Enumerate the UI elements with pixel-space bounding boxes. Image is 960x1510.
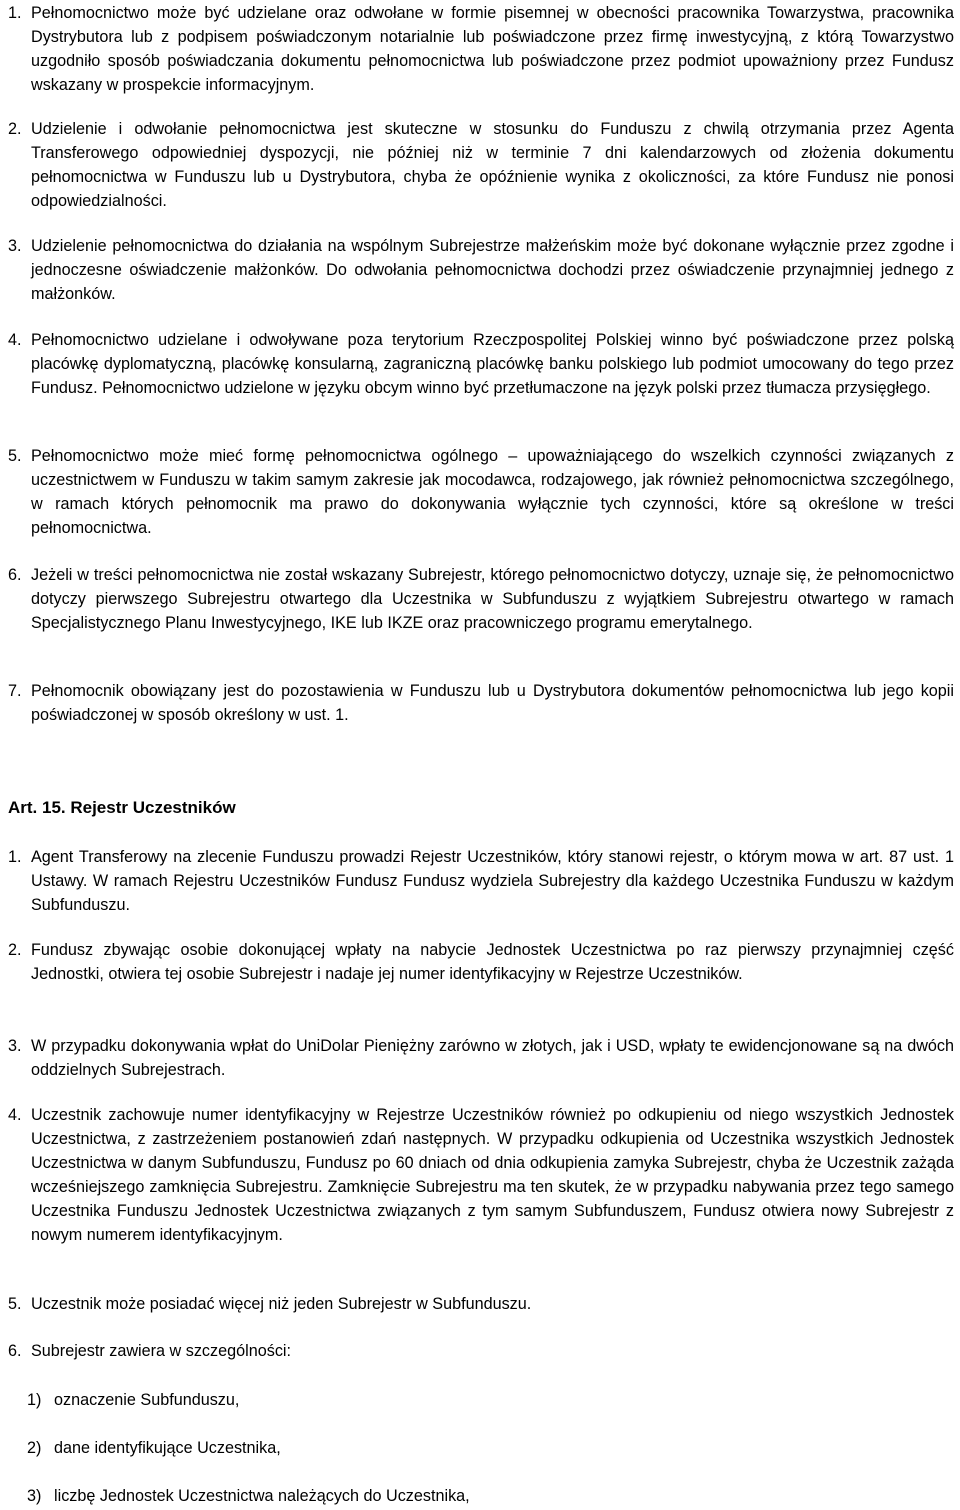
subitem-2: [27, 1436, 281, 1460]
subitem-number: 1): [27, 1391, 42, 1409]
paragraph-14-2: [8, 117, 954, 213]
paragraph-text: Fundusz zbywając osobie dokonującej wpłaty na nabycie Jednostek Uczestnictwa po raz pierwszy przynajmniej część Jednostki, otwiera tej osobie Subrejestr i nadaje jej numer identyfikacyjny w Rejestrze Uczestników.: [31, 941, 954, 983]
paragraph-number: 5.: [8, 1295, 22, 1313]
paragraph-number: 2.: [8, 120, 22, 138]
subitem-text: dane identyfikujące Uczestnika,: [54, 1439, 281, 1457]
paragraph-14-6: [8, 563, 954, 635]
subitem-1: [27, 1388, 239, 1412]
paragraph-15-2: [8, 938, 954, 986]
paragraph-14-1: [8, 1, 954, 97]
paragraph-number: 4.: [8, 331, 22, 349]
paragraph-number: 6.: [8, 566, 22, 584]
paragraph-text: Udzielenie pełnomocnictwa do działania na wspólnym Subrejestrze małżeńskim może być dokonane wyłącznie przez zgodne i jednoczesne oświadczenie małżonków. Do odwołania pełnomocnictwa dochodzi przez oświadczenie przynajmniej jednego z małżonków.: [31, 237, 954, 303]
paragraph-number: 6.: [8, 1342, 22, 1360]
paragraph-number: 3.: [8, 1037, 22, 1055]
paragraph-text: Pełnomocnik obowiązany jest do pozostawienia w Funduszu lub u Dystrybutora dokumentów pełnomocnictwa lub jego kopii poświadczonej w sposób określony w ust. 1.: [31, 682, 954, 724]
subitem-text: liczbę Jednostek Uczestnictwa należących do Uczestnika,: [54, 1487, 470, 1505]
paragraph-15-1: [8, 845, 954, 917]
paragraph-14-3: [8, 234, 954, 306]
paragraph-text: Uczestnik może posiadać więcej niż jeden Subrejestr w Subfunduszu.: [31, 1295, 532, 1313]
paragraph-14-7: [8, 679, 954, 727]
paragraph-text: Pełnomocnictwo udzielane i odwoływane poza terytorium Rzeczpospolitej Polskiej winno być poświadczone przez polską placówkę dyplomatyczną, placówkę konsularną, zagraniczną placówkę banku polskiego lub podmiot umocowany do tego przez Fundusz. Pełnomocnictwo udzielone w języku obcym winno być przetłumaczone na język polski przez tłumacza przysięgłego.: [31, 331, 954, 397]
paragraph-number: 1.: [8, 4, 22, 22]
paragraph-14-4: [8, 328, 954, 400]
paragraph-text: Subrejestr zawiera w szczególności:: [31, 1342, 292, 1360]
paragraph-text: Jeżeli w treści pełnomocnictwa nie został wskazany Subrejestr, którego pełnomocnictwo dotyczy, uznaje się, że pełnomocnictwo dotyczy pierwszego Subrejestru otwartego dla Uczestnika w Subfunduszu z wyjątkiem Subrejestru otwartego w ramach Specjalistycznego Planu Inwestycyjnego, IKE lub IKZE oraz pracowniczego programu emerytalnego.: [31, 566, 954, 632]
paragraph-text: Uczestnik zachowuje numer identyfikacyjny w Rejestrze Uczestników również po odkupieniu od niego wszystkich Jednostek Uczestnictwa, z zastrzeżeniem postanowień zdań następnych. W przypadku odkupienia od Uczestnika wszystkich Jednostek Uczestnictwa w danym Subfunduszu, Fundusz po 60 dniach od dnia odkupienia zamyka Subrejestr, chyba że Uczestnik zażąda wcześniejszego zamknięcia Subrejestru. Zamknięcie Subrejestru ma ten skutek, że w przypadku nabywania przez tego samego Uczestnika Funduszu Jednostek Uczestnictwa związanych z tym samym Subfunduszem, Fundusz otwiera nowy Subrejestr z nowym numerem identyfikacyjnym.: [31, 1106, 954, 1244]
paragraph-15-3: [8, 1034, 954, 1082]
paragraph-number: 3.: [8, 237, 22, 255]
paragraph-text: Udzielenie i odwołanie pełnomocnictwa jest skuteczne w stosunku do Funduszu z chwilą otrzymania przez Agenta Transferowego odpowiedniej dyspozycji, nie później niż w terminie 7 dni kalendarzowych od złożenia dokumentu pełnomocnictwa w Funduszu lub u Dystrybutora, chyba że opóźnienie wynika z okoliczności, za które Fundusz nie ponosi odpowiedzialności.: [31, 120, 954, 210]
paragraph-number: 5.: [8, 447, 22, 465]
subitem-text: oznaczenie Subfunduszu,: [54, 1391, 240, 1409]
subitem-3: [27, 1484, 470, 1508]
subitem-number: 3): [27, 1487, 42, 1505]
subitem-number: 2): [27, 1439, 42, 1457]
paragraph-text: Pełnomocnictwo może być udzielane oraz odwołane w formie pisemnej w obecności pracownika Towarzystwa, pracownika Dystrybutora lub z podpisem poświadczonym notarialnie lub poświadczone przez firmę inwestycyjną, z którą Towarzystwo uzgodniło sposób poświadczania dokumentu pełnomocnictwa lub poświadczone przez podmiot upoważniony przez Fundusz wskazany w prospekcie informacyjnym.: [31, 4, 954, 94]
paragraph-number: 1.: [8, 848, 22, 866]
article-heading: Art. 15. Rejestr Uczestników: [8, 798, 236, 817]
paragraph-text: Agent Transferowy na zlecenie Funduszu prowadzi Rejestr Uczestników, który stanowi rejestr, o którym mowa w art. 87 ust. 1 Ustawy. W ramach Rejestru Uczestników Fundusz Fundusz wydziela Subrejestry dla każdego Uczestnika Funduszu w każdym Subfunduszu.: [31, 848, 954, 914]
paragraph-text: W przypadku dokonywania wpłat do UniDolar Pieniężny zarówno w złotych, jak i USD, wpłaty te ewidencjonowane są na dwóch oddzielnych Subrejestrach.: [31, 1037, 954, 1079]
paragraph-text: Pełnomocnictwo może mieć formę pełnomocnictwa ogólnego – upoważniającego do wszelkich czynności związanych z uczestnictwem w Funduszu w takim samym zakresie jak mocodawca, rodzajowego, jak również pełnomocnictwa szczególnego, w ramach których pełnomocnik ma prawo do dokonywania wyłącznie tych czynności, które są określone w treści pełnomocnictwa.: [31, 447, 954, 537]
paragraph-15-4: [8, 1103, 954, 1247]
paragraph-15-5: [8, 1292, 954, 1316]
paragraph-number: 4.: [8, 1106, 22, 1124]
paragraph-number: 2.: [8, 941, 22, 959]
paragraph-15-6: [8, 1339, 954, 1363]
paragraph-number: 7.: [8, 682, 22, 700]
paragraph-14-5: [8, 444, 954, 540]
